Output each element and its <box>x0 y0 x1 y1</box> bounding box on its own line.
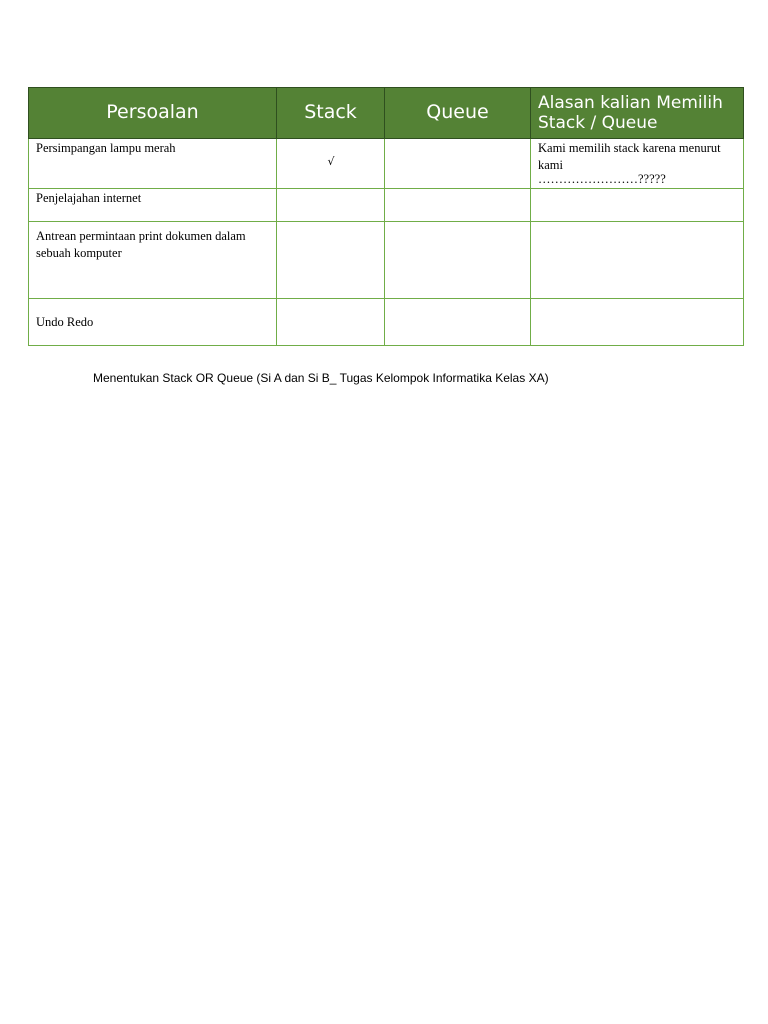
document-caption: Menentukan Stack OR Queue (Si A dan Si B_ Tugas Kelompok Informatika Kelas XA) <box>93 371 549 385</box>
reason-line-2: ……………………????? <box>538 172 666 186</box>
cell-queue <box>385 139 531 189</box>
cell-stack <box>277 222 385 299</box>
cell-queue <box>385 299 531 346</box>
cell-reason <box>531 222 744 299</box>
cell-persoalan: Antrean permintaan print dokumen dalam sebuah komputer <box>29 222 277 299</box>
table-row <box>29 299 744 346</box>
cell-reason <box>531 189 744 222</box>
cell-stack-checkmark: √ <box>277 139 385 189</box>
cell-queue <box>385 222 531 299</box>
cell-persoalan: Persimpangan lampu merah <box>29 139 277 189</box>
table-row <box>29 222 744 299</box>
table-row <box>29 189 744 222</box>
cell-persoalan: Undo Redo <box>29 299 277 346</box>
header-persoalan: Persoalan <box>29 88 277 139</box>
header-queue: Queue <box>385 88 531 139</box>
cell-stack <box>277 189 385 222</box>
table-header-row <box>29 88 744 139</box>
reason-line-1: Kami memilih stack karena menurut kami <box>538 141 721 172</box>
cell-reason <box>531 139 744 189</box>
cell-persoalan: Penjelajahan internet <box>29 189 277 222</box>
cell-queue <box>385 189 531 222</box>
cell-stack <box>277 299 385 346</box>
header-stack: Stack <box>277 88 385 139</box>
stack-queue-table <box>28 87 744 346</box>
cell-reason <box>531 299 744 346</box>
header-reason: Alasan kalian Memilih Stack / Queue <box>531 88 744 139</box>
table-row <box>29 139 744 189</box>
